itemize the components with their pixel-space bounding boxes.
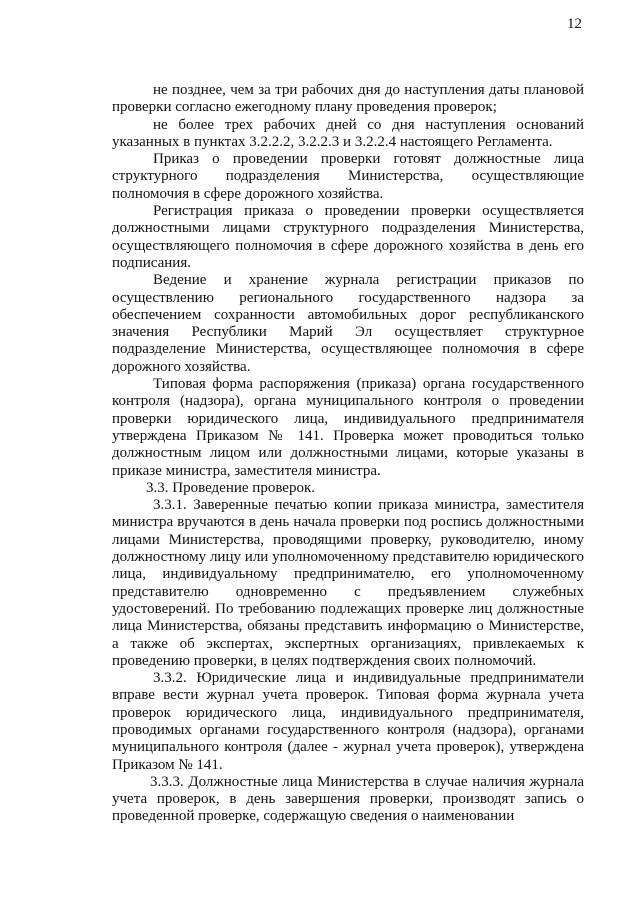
paragraph-deadline-planned: не позднее, чем за три рабочих дня до наступления даты плановой проверки согласно ежегодному плану проведения проверок; <box>112 82 584 116</box>
paragraph-deadline-unplanned: не более трех рабочих дней со дня наступления оснований указанных в пунктах 3.2.2.2, 3.2.2.3 и 3.2.2.4 настоящего Регламента. <box>112 116 584 150</box>
paragraph-order-registration: Регистрация приказа о проведении проверки осуществляется должностными лицами структурного подразделения Министерства, осуществляющего полномочия в сфере дорожного хозяйства в день его подписания. <box>112 203 584 271</box>
paragraph-typical-order-form: Типовая форма распоряжения (приказа) органа государственного контроля (надзора), органа муниципального контроля о проведении проверки юридического лица, индивидуального предпринимателя утверждена Приказом № 141. Проверка может проводиться только должностным лицом или должностными лицами, которые указаны в приказе министра, заместителя министра. <box>112 376 584 479</box>
paragraph-3-3-3: 3.3.3. Должностные лица Министерства в случае наличия журнала учета проверок, в день завершения проверки, производят запись о проведенной проверке, содержащую сведения о наименовании <box>112 773 584 825</box>
paragraph-3-3-2: 3.3.2. Юридические лица и индивидуальные предприниматели вправе вести журнал учета проверок. Типовая форма журнала учета проверок юридического лица, индивидуального предпринимателя, проводимых органами государственного контроля (надзора), органами муниципального контроля (далее - журнал учета проверок), утверждена Приказом № 141. <box>112 670 584 773</box>
paragraph-order-preparation: Приказ о проведении проверки готовят должностные лица структурного подразделения Министерства, осуществляющие полномочия в сфере дорожного хозяйства. <box>112 151 584 202</box>
page-number: 12 <box>567 16 582 32</box>
paragraph-3-3-1: 3.3.1. Заверенные печатью копии приказа министра, заместителя министра вручаются в день начала проверки под роспись должностными лицами Министерства, проводящими проверку, руководителю, иному должностному лицу или уполномоченному представителю юридического лица, индивидуальному предпринимателю, его уполномоченному представителю одновременно с предъявлением служебных удостоверений. По требованию подлежащих проверке лиц должностные лица Министерства, обязаны представить информацию о Министерстве, а также об экспертах, экспертных организациях, привлекаемых к проведению проверки, в целях подтверждения своих полномочий. <box>112 497 584 669</box>
document-body <box>112 82 584 826</box>
section-heading-3-3: 3.3. Проведение проверок. <box>146 479 316 496</box>
paragraph-journal-keeping: Ведение и хранение журнала регистрации приказов по осуществлению регионального государственного надзора за обеспечением сохранности автомобильных дорог республиканского значения Республики Марий Эл осуществляет структурное подразделение Министерства, осуществляющее полномочия в сфере дорожного хозяйства. <box>112 272 584 375</box>
